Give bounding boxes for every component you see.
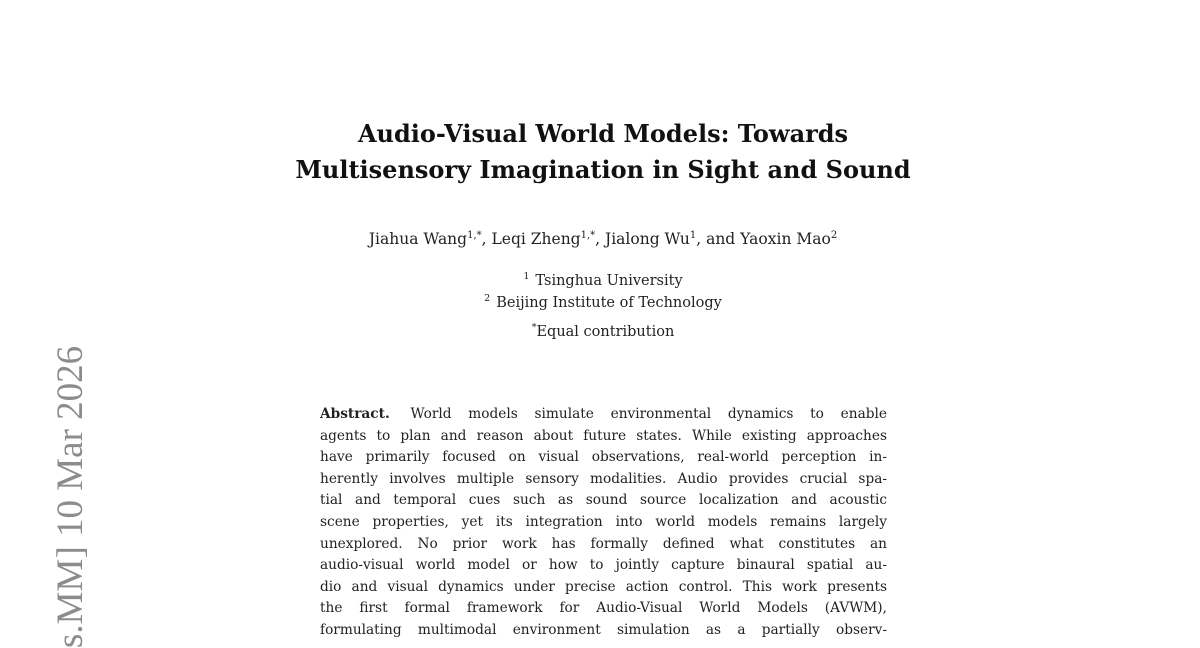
abstract-line: audio-visual world model or how to jointly capture binaural spatial au- (320, 557, 887, 574)
affiliation-superscript: 1 (523, 271, 530, 282)
abstract-heading: Abstract. (320, 406, 390, 422)
author-superscript: 1,* (580, 230, 596, 241)
abstract-line: formulating multimodal environment simulation as a partially observ- (320, 621, 887, 638)
equal-contribution-mark: * (531, 322, 537, 333)
abstract-line: scene properties, yet its integration into world models remains largely (320, 513, 887, 530)
affiliation (200, 293, 1006, 313)
affiliation-name: Beijing Institute of Technology (496, 295, 722, 311)
arxiv-sidebar-stamp: s.MM] 10 Mar 2026 (50, 345, 91, 648)
author-superscript: 1 (689, 230, 697, 241)
abstract-line: the first formal framework for Audio-Visual World Models (AVWM), (320, 600, 887, 617)
author-name: Jiahua Wang (368, 230, 468, 248)
title-line: Multisensory Imagination in Sight and Sound (295, 155, 911, 184)
author-separator: , (481, 230, 492, 248)
author-name: Leqi Zheng (491, 230, 581, 248)
author-name: Jialong Wu (605, 230, 690, 248)
author-separator: , and (696, 230, 741, 248)
affiliation (200, 271, 1006, 291)
affiliation-superscript: 2 (484, 293, 491, 304)
abstract-line: unexplored. No prior work has formally defined what constitutes an (320, 535, 887, 552)
abstract-line: tial and temporal cues such as sound source localization and acoustic (320, 492, 887, 509)
abstract (320, 404, 887, 642)
equal-contribution-note (200, 322, 1006, 342)
affiliation-name: Tsinghua University (535, 273, 683, 289)
abstract-line (320, 404, 887, 426)
author-separator: , (595, 230, 606, 248)
author-list (200, 229, 1006, 249)
abstract-line: herently involves multiple sensory modalities. Audio provides crucial spa- (320, 470, 887, 487)
abstract-line: dio and visual dynamics under precise action control. This work presents (320, 578, 887, 595)
author-name: Yaoxin Mao (740, 230, 831, 248)
author-superscript: 2 (830, 230, 838, 241)
title-line: Audio-Visual World Models: Towards (357, 119, 849, 148)
author-superscript: 1,* (467, 230, 482, 241)
abstract-line: have primarily focused on visual observations, real-world perception in- (320, 449, 887, 466)
abstract-line: agents to plan and reason about future states. While existing approaches (320, 427, 887, 444)
abstract-line-text: World models simulate environmental dynamics to enable (410, 406, 887, 422)
paper-title (200, 116, 1006, 188)
equal-contribution-text: Equal contribution (536, 324, 675, 340)
